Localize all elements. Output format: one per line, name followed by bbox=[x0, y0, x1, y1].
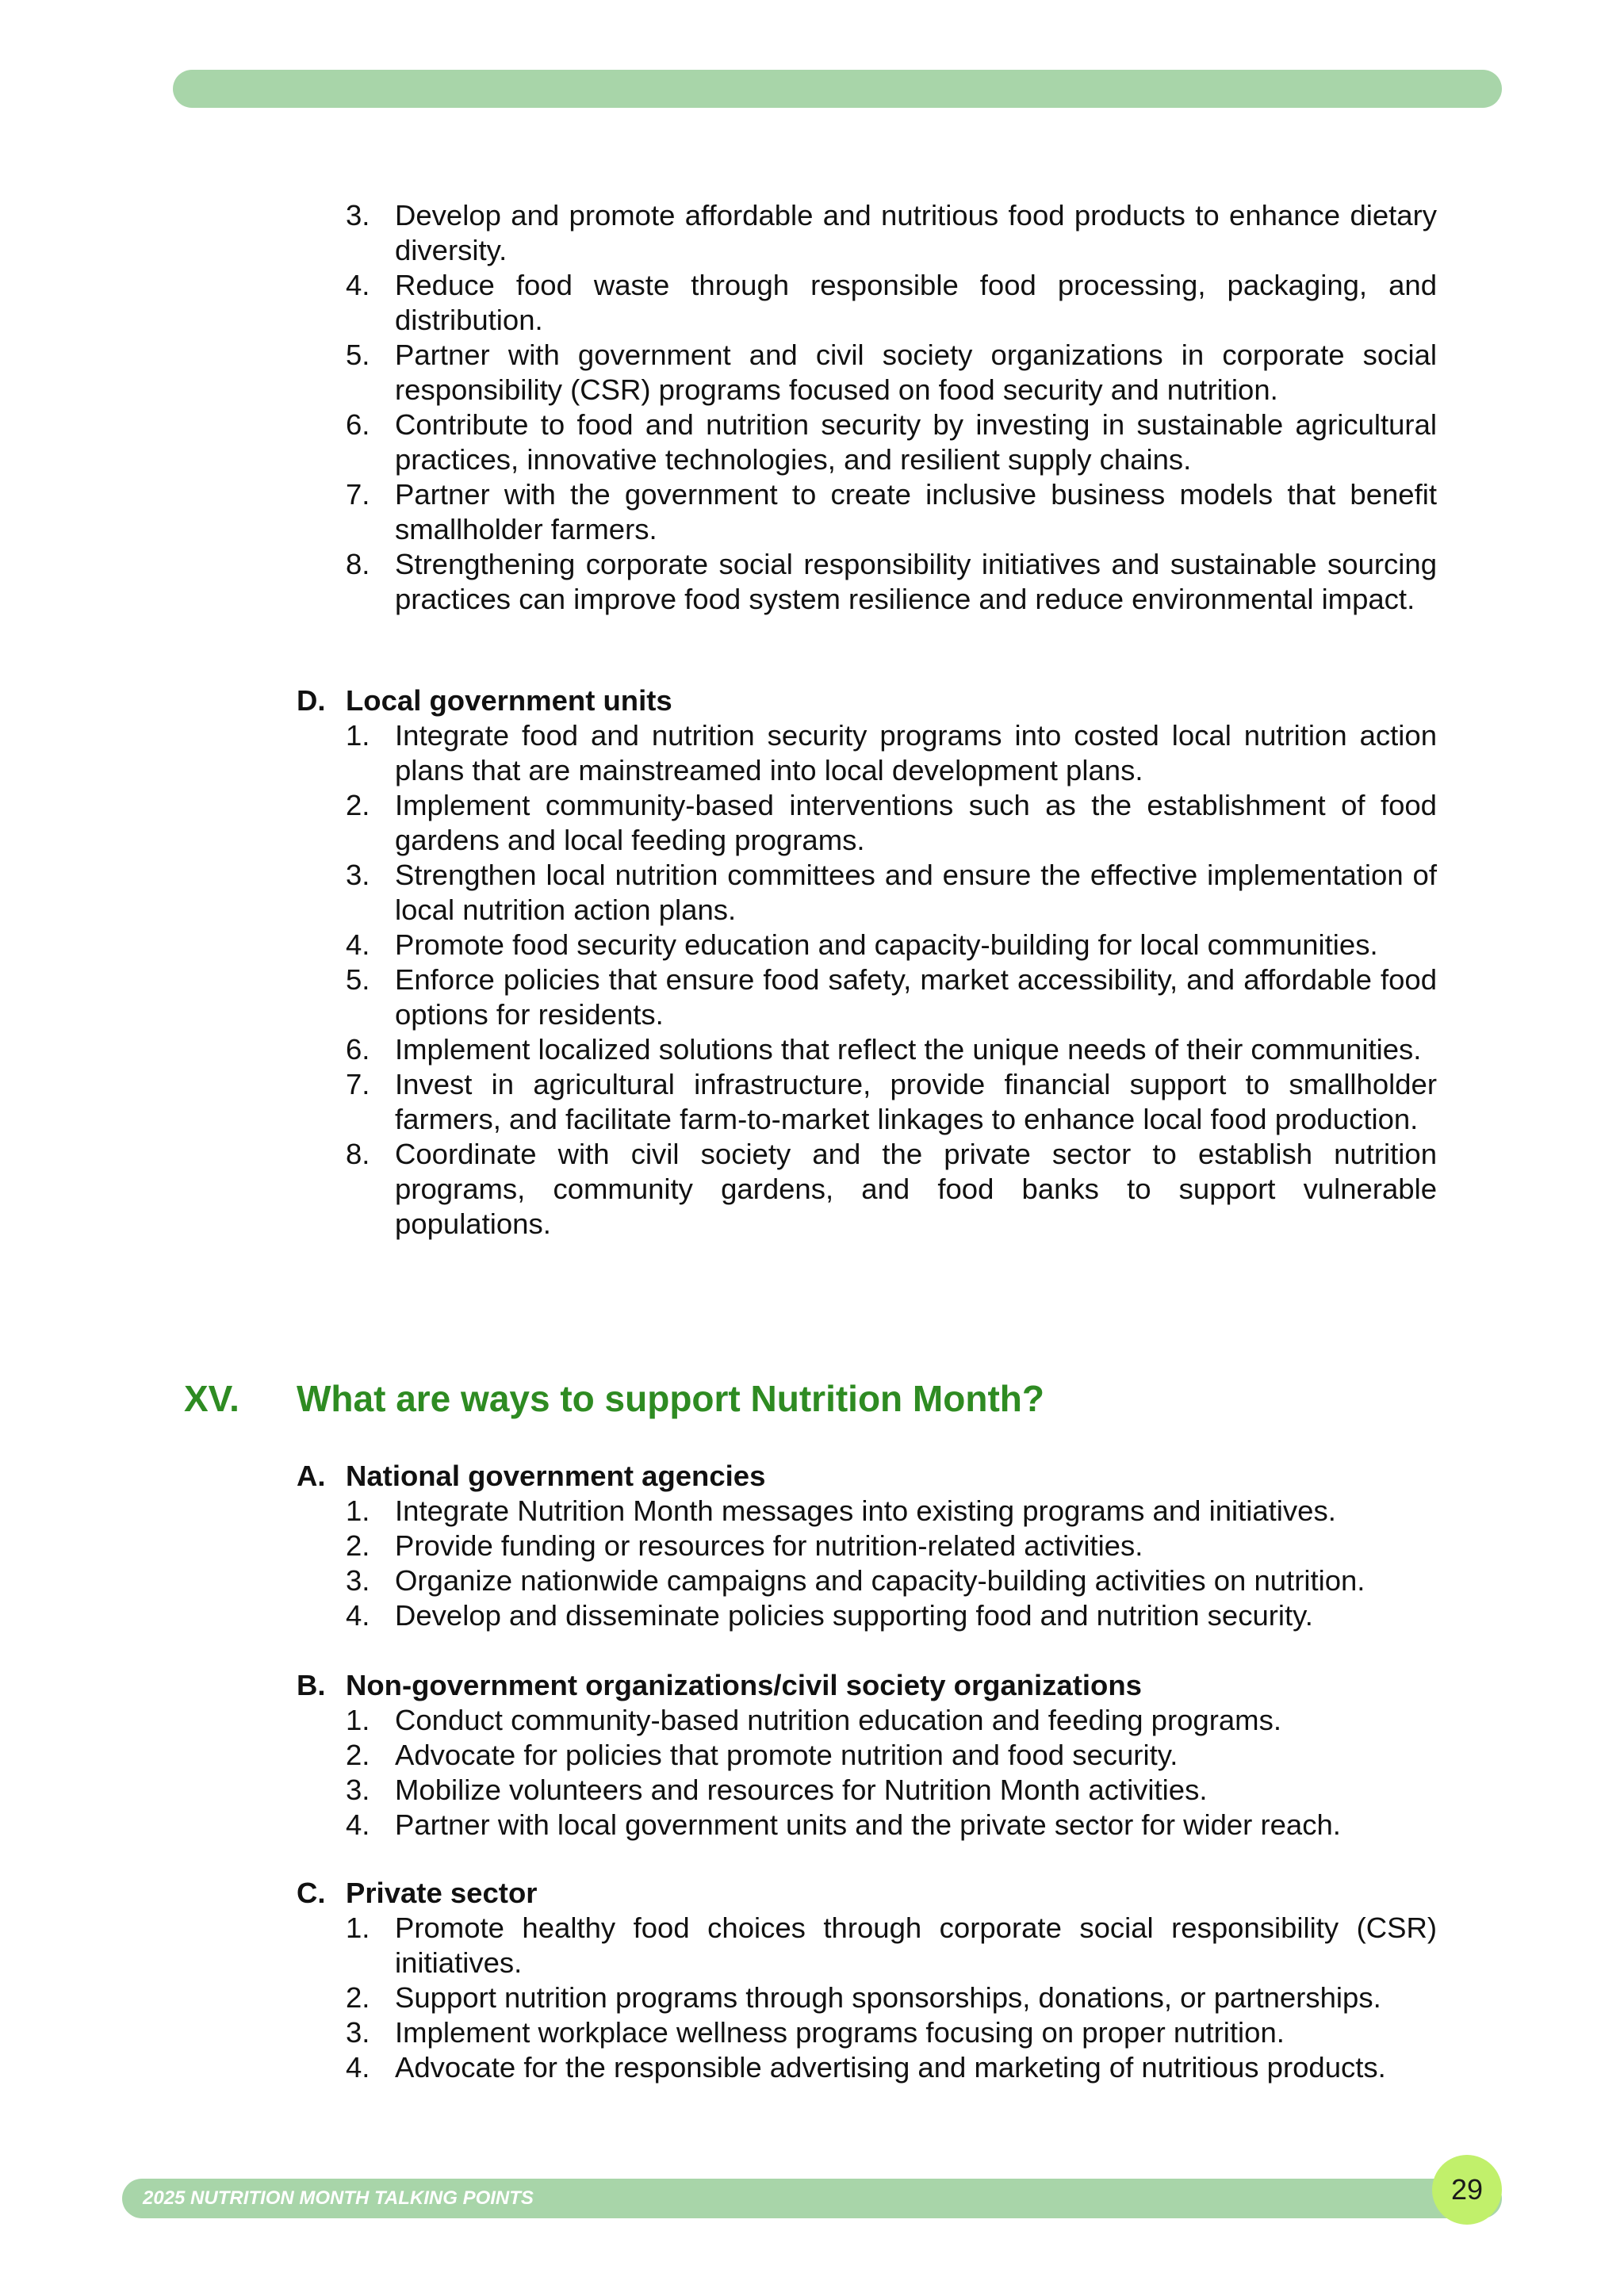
item-number: 3. bbox=[346, 1774, 370, 1806]
section-letter: A. bbox=[297, 1460, 326, 1492]
list-item bbox=[346, 338, 1437, 408]
item-number: 6. bbox=[346, 1033, 370, 1066]
section-private bbox=[0, 1876, 1624, 2085]
list-item bbox=[346, 718, 1437, 788]
header-bar bbox=[173, 70, 1502, 108]
heading-numeral: XV. bbox=[184, 1378, 239, 1419]
item-text: Contribute to food and nutrition security by investing in sustainable agricultural practices, innovative technologies, and resilient supply chains. bbox=[395, 408, 1437, 476]
list-item bbox=[346, 1032, 1437, 1067]
list-item bbox=[346, 1911, 1437, 1980]
section-heading bbox=[297, 1668, 1624, 1703]
item-text: Enforce policies that ensure food safety, market accessibility, and affordable food options for residents. bbox=[395, 963, 1437, 1031]
continued-list bbox=[0, 198, 1624, 617]
section-title: Non-government organizations/civil society organizations bbox=[346, 1669, 1142, 1701]
item-number: 5. bbox=[346, 339, 370, 371]
item-number: 1. bbox=[346, 719, 370, 752]
item-number: 7. bbox=[346, 478, 370, 511]
list-item bbox=[346, 962, 1437, 1032]
item-number: 2. bbox=[346, 1981, 370, 2014]
page-number-badge bbox=[1432, 2155, 1502, 2225]
page-number: 29 bbox=[1450, 2173, 1484, 2206]
item-number: 3. bbox=[346, 199, 370, 232]
item-text: Promote food security education and capacity-building for local communities. bbox=[395, 928, 1378, 961]
section-heading-xv bbox=[0, 1375, 1624, 1422]
item-number: 8. bbox=[346, 1138, 370, 1170]
item-text: Support nutrition programs through sponsorships, donations, or partnerships. bbox=[395, 1981, 1381, 2014]
item-text: Advocate for the responsible advertising and marketing of nutritious products. bbox=[395, 2051, 1386, 2084]
section-letter: C. bbox=[297, 1877, 326, 1909]
item-number: 4. bbox=[346, 269, 370, 301]
section-letter: B. bbox=[297, 1669, 326, 1701]
list-item bbox=[346, 408, 1437, 477]
item-text: Partner with government and civil society organizations in corporate social responsibility (CSR) programs focused on food security and nutrition. bbox=[395, 339, 1437, 406]
list-item bbox=[346, 198, 1437, 268]
item-text: Mobilize volunteers and resources for Nutrition Month activities. bbox=[395, 1774, 1208, 1806]
list-item bbox=[346, 1773, 1437, 1808]
item-number: 3. bbox=[346, 859, 370, 891]
item-number: 7. bbox=[346, 1068, 370, 1100]
item-text: Implement workplace wellness programs focusing on proper nutrition. bbox=[395, 2016, 1285, 2049]
item-text: Develop and promote affordable and nutritious food products to enhance dietary diversity. bbox=[395, 199, 1437, 266]
item-text: Invest in agricultural infrastructure, provide financial support to smallholder farmers, and facilitate farm-to-market linkages to enhance local food production. bbox=[395, 1068, 1437, 1135]
item-text: Organize nationwide campaigns and capacity-building activities on nutrition. bbox=[395, 1564, 1365, 1597]
item-number: 1. bbox=[346, 1494, 370, 1527]
item-number: 1. bbox=[346, 1704, 370, 1736]
section-letter: D. bbox=[297, 684, 326, 717]
heading-title: What are ways to support Nutrition Month? bbox=[297, 1378, 1044, 1419]
item-number: 4. bbox=[346, 2051, 370, 2084]
section-title: National government agencies bbox=[346, 1460, 766, 1492]
item-number: 5. bbox=[346, 963, 370, 996]
list-item bbox=[346, 1980, 1437, 2015]
list-item bbox=[346, 1598, 1437, 1633]
list-item bbox=[346, 1703, 1437, 1738]
item-text: Partner with local government units and the private sector for wider reach. bbox=[395, 1808, 1341, 1841]
item-text: Partner with the government to create inclusive business models that benefit smallholder farmers. bbox=[395, 478, 1437, 545]
section-nga bbox=[0, 1459, 1624, 1633]
section-heading bbox=[297, 1876, 1624, 1911]
section-ngo bbox=[0, 1668, 1624, 1843]
list-item bbox=[346, 1067, 1437, 1137]
list-item bbox=[346, 1529, 1437, 1563]
item-text: Promote healthy food choices through corporate social responsibility (CSR) initiatives. bbox=[395, 1911, 1437, 1979]
list-item bbox=[346, 1494, 1437, 1529]
item-text: Develop and disseminate policies supporting food and nutrition security. bbox=[395, 1599, 1313, 1632]
item-number: 3. bbox=[346, 2016, 370, 2049]
item-number: 4. bbox=[346, 1808, 370, 1841]
item-text: Conduct community-based nutrition education and feeding programs. bbox=[395, 1704, 1281, 1736]
item-text: Integrate food and nutrition security programs into costed local nutrition action plans that are mainstreamed into local development plans. bbox=[395, 719, 1437, 786]
item-text: Reduce food waste through responsible food processing, packaging, and distribution. bbox=[395, 269, 1437, 336]
list-item bbox=[346, 858, 1437, 928]
item-number: 4. bbox=[346, 1599, 370, 1632]
list-item bbox=[346, 2050, 1437, 2085]
item-number: 2. bbox=[346, 789, 370, 821]
item-number: 1. bbox=[346, 1911, 370, 1944]
item-text: Advocate for policies that promote nutrition and food security. bbox=[395, 1739, 1178, 1771]
list-item bbox=[346, 2015, 1437, 2050]
item-number: 4. bbox=[346, 928, 370, 961]
list-item bbox=[346, 788, 1437, 858]
item-text: Implement localized solutions that reflect the unique needs of their communities. bbox=[395, 1033, 1422, 1066]
list-item bbox=[346, 1808, 1437, 1843]
footer-bar bbox=[122, 2179, 1502, 2218]
list-item bbox=[346, 928, 1437, 962]
item-number: 6. bbox=[346, 408, 370, 441]
list-item bbox=[346, 1563, 1437, 1598]
section-title: Private sector bbox=[346, 1877, 538, 1909]
section-heading bbox=[297, 1459, 1624, 1494]
list-item bbox=[346, 547, 1437, 617]
section-heading bbox=[297, 683, 1624, 718]
item-number: 2. bbox=[346, 1739, 370, 1771]
section-title: Local government units bbox=[346, 684, 672, 717]
item-text: Implement community-based interventions such as the establishment of food gardens and local feeding programs. bbox=[395, 789, 1437, 856]
item-text: Provide funding or resources for nutrition-related activities. bbox=[395, 1529, 1143, 1562]
list-item bbox=[346, 1738, 1437, 1773]
list-item bbox=[346, 477, 1437, 547]
list-item bbox=[346, 268, 1437, 338]
item-number: 8. bbox=[346, 548, 370, 580]
list-item bbox=[346, 1137, 1437, 1242]
item-number: 2. bbox=[346, 1529, 370, 1562]
section-lgu bbox=[0, 683, 1624, 1242]
item-number: 3. bbox=[346, 1564, 370, 1597]
footer-label: 2025 NUTRITION MONTH TALKING POINTS bbox=[143, 2187, 534, 2209]
item-text: Integrate Nutrition Month messages into existing programs and initiatives. bbox=[395, 1494, 1336, 1527]
item-text: Strengthening corporate social responsibility initiatives and sustainable sourcing practices can improve food system resilience and reduce environmental impact. bbox=[395, 548, 1437, 615]
item-text: Strengthen local nutrition committees and ensure the effective implementation of local nutrition action plans. bbox=[395, 859, 1437, 926]
item-text: Coordinate with civil society and the private sector to establish nutrition programs, community gardens, and food banks to support vulnerable populations. bbox=[395, 1138, 1437, 1240]
